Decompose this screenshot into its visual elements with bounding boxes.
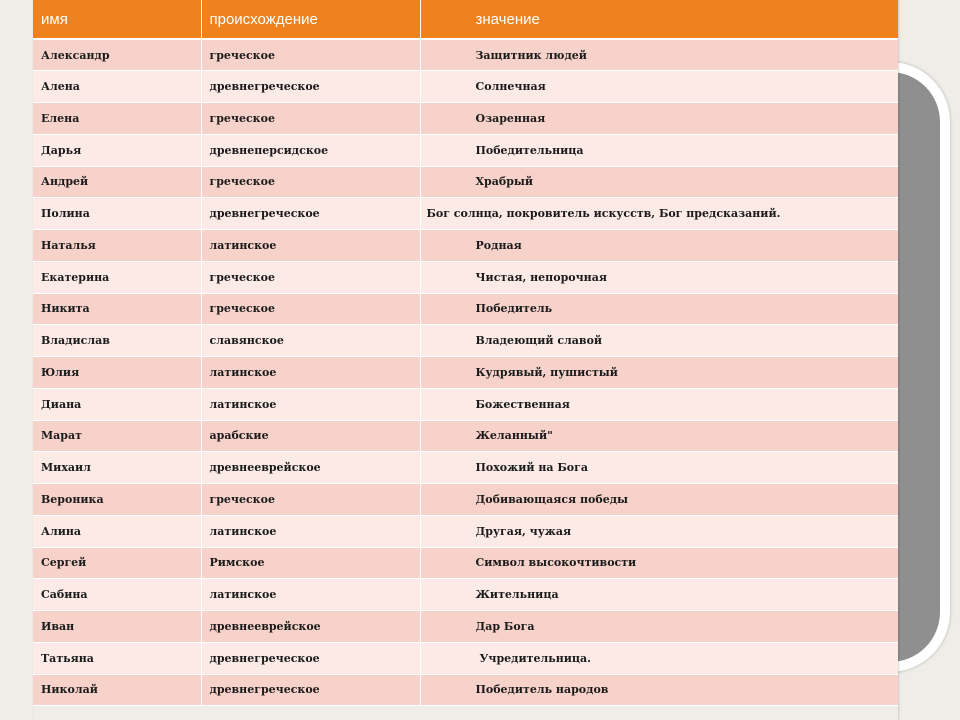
cell-origin: латинское <box>201 357 420 389</box>
cell-name: Николай <box>33 674 201 706</box>
table-row <box>33 230 898 262</box>
table-row <box>33 103 898 135</box>
cell-name: Дарья <box>33 134 201 166</box>
cell-name: Владислав <box>33 325 201 357</box>
cell-name: Алина <box>33 515 201 547</box>
cell-origin: греческое <box>201 166 420 198</box>
names-table-container <box>33 0 898 720</box>
cell-name: Татьяна <box>33 642 201 674</box>
table-row <box>33 357 898 389</box>
names-table <box>33 0 898 706</box>
header-meaning: значение <box>420 0 898 39</box>
cell-meaning: Добивающаяся победы <box>420 484 898 516</box>
cell-name: Сабина <box>33 579 201 611</box>
cell-name: Елена <box>33 103 201 135</box>
cell-origin: арабские <box>201 420 420 452</box>
cell-meaning: Кудрявый, пушистый <box>420 357 898 389</box>
cell-name: Наталья <box>33 230 201 262</box>
cell-origin: Римское <box>201 547 420 579</box>
cell-name: Диана <box>33 388 201 420</box>
table-row <box>33 293 898 325</box>
cell-meaning: Чистая, непорочная <box>420 261 898 293</box>
cell-origin: греческое <box>201 293 420 325</box>
cell-origin: древнегреческое <box>201 674 420 706</box>
cell-meaning: Защитник людей <box>420 39 898 71</box>
cell-name: Иван <box>33 611 201 643</box>
cell-meaning: Озаренная <box>420 103 898 135</box>
table-row <box>33 198 898 230</box>
table-row <box>33 547 898 579</box>
cell-name: Полина <box>33 198 201 230</box>
cell-origin: латинское <box>201 579 420 611</box>
cell-name: Алена <box>33 71 201 103</box>
table-row <box>33 39 898 71</box>
table-row <box>33 642 898 674</box>
cell-name: Михаил <box>33 452 201 484</box>
table-row <box>33 134 898 166</box>
cell-origin: древнегреческое <box>201 642 420 674</box>
cell-name: Андрей <box>33 166 201 198</box>
cell-meaning: Дар Бога <box>420 611 898 643</box>
cell-meaning: Победительница <box>420 134 898 166</box>
table-row <box>33 261 898 293</box>
table-row <box>33 71 898 103</box>
cell-name: Сергей <box>33 547 201 579</box>
cell-meaning: Другая, чужая <box>420 515 898 547</box>
table-row <box>33 674 898 706</box>
table-row <box>33 452 898 484</box>
cell-name: Юлия <box>33 357 201 389</box>
cell-meaning: Родная <box>420 230 898 262</box>
header-row <box>33 0 898 39</box>
cell-meaning: Владеющий славой <box>420 325 898 357</box>
cell-name: Александр <box>33 39 201 71</box>
cell-origin: греческое <box>201 39 420 71</box>
table-row <box>33 388 898 420</box>
cell-meaning: Божественная <box>420 388 898 420</box>
header-name: имя <box>33 0 201 39</box>
cell-meaning: Жительница <box>420 579 898 611</box>
cell-meaning: Бог солнца, покровитель искусств, Бог предсказаний. <box>420 198 898 230</box>
cell-origin: древнеперсидское <box>201 134 420 166</box>
cell-meaning: Символ высокочтивости <box>420 547 898 579</box>
cell-origin: латинское <box>201 230 420 262</box>
table-body <box>33 39 898 706</box>
cell-origin: греческое <box>201 103 420 135</box>
table-row <box>33 325 898 357</box>
cell-meaning: Учредительница. <box>420 642 898 674</box>
table-row <box>33 166 898 198</box>
cell-name: Екатерина <box>33 261 201 293</box>
cell-name: Марат <box>33 420 201 452</box>
table-header <box>33 0 898 39</box>
cell-origin: славянское <box>201 325 420 357</box>
cell-origin: древнееврейское <box>201 611 420 643</box>
table-row <box>33 579 898 611</box>
cell-origin: древнееврейское <box>201 452 420 484</box>
cell-origin: латинское <box>201 388 420 420</box>
table-row <box>33 515 898 547</box>
cell-name: Вероника <box>33 484 201 516</box>
cell-meaning: Храбрый <box>420 166 898 198</box>
cell-name: Никита <box>33 293 201 325</box>
cell-origin: греческое <box>201 484 420 516</box>
cell-meaning: Желанный" <box>420 420 898 452</box>
cell-origin: древнегреческое <box>201 198 420 230</box>
cell-origin: древнегреческое <box>201 71 420 103</box>
table-row <box>33 484 898 516</box>
cell-origin: латинское <box>201 515 420 547</box>
table-row <box>33 611 898 643</box>
cell-meaning: Похожий на Бога <box>420 452 898 484</box>
cell-origin: греческое <box>201 261 420 293</box>
cell-meaning: Победитель <box>420 293 898 325</box>
cell-meaning: Солнечная <box>420 71 898 103</box>
header-origin: происхождение <box>201 0 420 39</box>
table-row <box>33 420 898 452</box>
cell-meaning: Победитель народов <box>420 674 898 706</box>
